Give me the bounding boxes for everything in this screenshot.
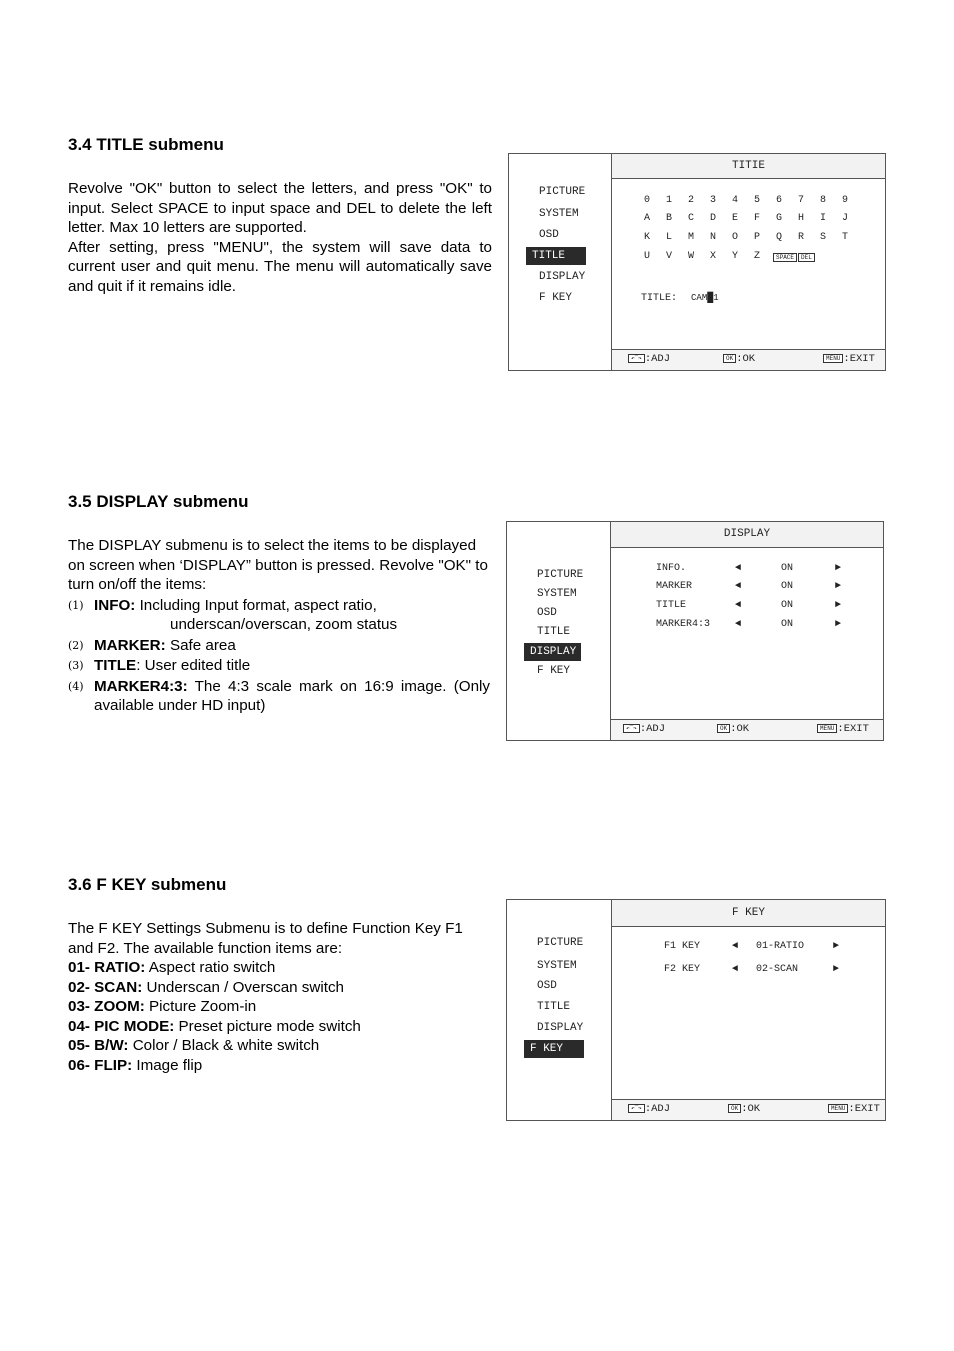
char-key[interactable]: C	[687, 213, 694, 224]
char-key[interactable]: I	[819, 213, 826, 224]
osd-footer	[611, 719, 883, 740]
menu-item-title-selected[interactable]: TITLE	[526, 247, 586, 265]
footer-exit: MENU :EXIT	[828, 1103, 880, 1115]
char-key[interactable]: 4	[731, 195, 738, 206]
char-key[interactable]: M	[687, 232, 694, 243]
menu-item-picture[interactable]: PICTURE	[537, 569, 584, 581]
option-value[interactable]: ON	[781, 581, 794, 592]
arrow-right-icon[interactable]: ►	[835, 600, 842, 611]
char-key[interactable]: 1	[665, 195, 672, 206]
footer-ok: OK :OK	[728, 1103, 760, 1115]
knob-icon: ↶‾↷	[628, 354, 645, 363]
display-submenu-description	[68, 536, 490, 716]
osd-left-menu	[507, 900, 612, 1120]
char-key[interactable]: G	[775, 213, 782, 224]
osd-header: TITIE	[612, 154, 885, 179]
footer-adjust: ↶‾↷ :ADJ	[623, 723, 665, 735]
menu-item-osd[interactable]: OSD	[537, 607, 557, 619]
title-entry-tail: 1	[713, 293, 719, 303]
footer-ok: OK :OK	[717, 723, 749, 735]
menu-item-system[interactable]: SYSTEM	[539, 208, 579, 220]
arrow-right-icon[interactable]: ►	[833, 964, 840, 975]
option-label: F2 KEY	[664, 964, 701, 975]
osd-title-menu	[508, 153, 886, 371]
ok-key-icon: OK	[723, 354, 736, 363]
list-item: 04- PIC MODE: Preset picture mode switch	[68, 1017, 361, 1035]
menu-item-title[interactable]: TITLE	[537, 626, 571, 638]
osd-header: DISPLAY	[611, 522, 883, 548]
char-key[interactable]: 3	[709, 195, 716, 206]
menu-item-picture[interactable]: PICTURE	[537, 937, 584, 949]
menu-item-osd[interactable]: OSD	[537, 980, 557, 992]
menu-item-fkey-selected[interactable]: F KEY	[524, 1040, 584, 1058]
char-key[interactable]: E	[731, 213, 738, 224]
footer-exit: MENU :EXIT	[817, 723, 869, 735]
paragraph: The F KEY Settings Submenu is to define Function Key F1 and F2. The available function items are:	[68, 920, 463, 957]
menu-item-display[interactable]: DISPLAY	[539, 271, 586, 283]
ok-key-icon: OK	[717, 724, 730, 733]
footer-adjust: ↶‾↷ :ADJ	[628, 353, 670, 365]
list-item: 03- ZOOM: Picture Zoom-in	[68, 998, 257, 1015]
char-key[interactable]: D	[709, 213, 716, 224]
knob-icon: ↶‾↷	[623, 724, 640, 733]
char-key[interactable]: V	[665, 251, 672, 262]
title-entry-value[interactable]: CAM	[691, 293, 708, 303]
char-key[interactable]: Y	[731, 251, 738, 262]
arrow-left-icon[interactable]: ◄	[735, 581, 742, 592]
char-key[interactable]: S	[819, 232, 826, 243]
fkey-options	[612, 927, 885, 1099]
option-label: TITLE	[656, 600, 687, 611]
menu-item-display[interactable]: DISPLAY	[537, 1022, 584, 1034]
display-options	[611, 548, 883, 719]
option-label: INFO.	[656, 563, 687, 574]
list-item: 05- B/W: Color / Black & white switch	[68, 1037, 320, 1054]
section-title-fkey-submenu: 3.6 F KEY submenu	[68, 875, 227, 894]
option-value[interactable]: ON	[781, 563, 794, 574]
char-key[interactable]: W	[687, 251, 694, 262]
arrow-right-icon[interactable]: ►	[835, 563, 842, 574]
char-key[interactable]: Q	[775, 232, 782, 243]
option-value[interactable]: 02-SCAN	[756, 964, 799, 975]
option-label: MARKER4:3	[656, 619, 711, 630]
char-key[interactable]: 2	[687, 195, 694, 206]
list-item: 01- RATIO: Aspect ratio switch	[68, 959, 276, 976]
del-key[interactable]: DEL	[798, 253, 815, 262]
menu-item-fkey[interactable]: F KEY	[539, 292, 573, 304]
menu-item-system[interactable]: SYSTEM	[537, 960, 577, 972]
char-key[interactable]: 7	[797, 195, 804, 206]
char-key[interactable]: 6	[775, 195, 782, 206]
menu-item-picture[interactable]: PICTURE	[539, 186, 586, 198]
char-key[interactable]: 5	[753, 195, 760, 206]
option-label: MARKER	[656, 581, 693, 592]
title-entry	[641, 293, 719, 304]
arrow-left-icon[interactable]: ◄	[735, 619, 742, 630]
char-key[interactable]: U	[643, 251, 650, 262]
section-title-display-submenu: 3.5 DISPLAY submenu	[68, 492, 249, 511]
osd-fkey-menu	[506, 899, 886, 1121]
char-key[interactable]: A	[643, 213, 650, 224]
char-key[interactable]: N	[709, 232, 716, 243]
space-key[interactable]: SPACE	[773, 253, 797, 262]
osd-footer	[612, 349, 885, 370]
arrow-left-icon[interactable]: ◄	[732, 941, 739, 952]
list-item: (3) TITLE: User edited title	[68, 657, 251, 674]
arrow-left-icon[interactable]: ◄	[735, 600, 742, 611]
character-grid	[612, 179, 885, 349]
list-item: (4) MARKER4:3: The 4:3 scale mark on 16:9 image. (Only available under HD input)	[68, 677, 490, 714]
char-key[interactable]: 8	[819, 195, 826, 206]
title-entry-label: TITLE:	[641, 293, 678, 304]
menu-item-fkey[interactable]: F KEY	[537, 665, 571, 677]
char-key[interactable]: X	[709, 251, 716, 262]
menu-key-icon: MENU	[817, 724, 837, 733]
char-key[interactable]: B	[665, 213, 672, 224]
footer-exit: MENU :EXIT	[823, 353, 875, 365]
char-key[interactable]: 9	[841, 195, 848, 206]
list-item: (1) INFO: Including Input format, aspect ratio, underscan/overscan, zoom status	[68, 596, 398, 633]
arrow-right-icon[interactable]: ►	[833, 941, 840, 952]
footer-ok: OK :OK	[723, 353, 755, 365]
osd-left-menu	[509, 154, 612, 370]
menu-key-icon: MENU	[828, 1104, 848, 1113]
arrow-right-icon[interactable]: ►	[835, 619, 842, 630]
menu-item-osd[interactable]: OSD	[539, 229, 559, 241]
char-key[interactable]: O	[731, 232, 738, 243]
osd-left-menu	[507, 522, 611, 740]
footer-adjust: ↶‾↷ :ADJ	[628, 1103, 670, 1115]
char-key[interactable]: Z	[753, 251, 760, 262]
char-key[interactable]: P	[753, 232, 760, 243]
option-value[interactable]: ON	[781, 600, 794, 611]
char-key[interactable]: H	[797, 213, 804, 224]
fkey-submenu-description	[68, 919, 488, 1075]
option-value[interactable]: 01-RATIO	[756, 941, 805, 952]
char-key[interactable]: J	[841, 213, 848, 224]
list-item: (2) MARKER: Safe area	[68, 636, 236, 654]
menu-item-display-selected[interactable]: DISPLAY	[524, 643, 581, 661]
paragraph: The DISPLAY submenu is to select the items to be displayed on screen when ‘DISPLAY” button is pressed. Revolve "OK" to turn on/off the items:	[68, 537, 488, 593]
option-label: F1 KEY	[664, 941, 701, 952]
paragraph: After setting, press "MENU", the system will save data to current user and quit menu. The menu will automatically save and quit if it remains idle.	[68, 238, 492, 295]
char-key[interactable]: 0	[643, 195, 650, 206]
char-key[interactable]: R	[797, 232, 804, 243]
char-key[interactable]: F	[753, 213, 760, 224]
menu-key-icon: MENU	[823, 354, 843, 363]
char-key[interactable]: L	[665, 232, 672, 243]
osd-display-menu	[506, 521, 884, 741]
knob-icon: ↶‾↷	[628, 1104, 645, 1113]
char-key[interactable]: T	[841, 232, 848, 243]
osd-header: F KEY	[612, 900, 885, 927]
arrow-left-icon[interactable]: ◄	[735, 563, 742, 574]
list-item: 02- SCAN: Underscan / Overscan switch	[68, 978, 344, 996]
title-submenu-description	[68, 179, 492, 296]
ok-key-icon: OK	[728, 1104, 741, 1113]
char-key[interactable]: K	[643, 232, 650, 243]
paragraph: Revolve "OK" button to select the letters, and press "OK" to input. Select SPACE to input space and DEL to delete the left letter. Max 10 letters are supported.	[68, 180, 492, 236]
list-item: 06- FLIP: Image flip	[68, 1056, 203, 1074]
menu-item-system[interactable]: SYSTEM	[537, 588, 577, 600]
option-value[interactable]: ON	[781, 619, 794, 630]
osd-footer	[612, 1099, 885, 1120]
arrow-right-icon[interactable]: ►	[835, 581, 842, 592]
arrow-left-icon[interactable]: ◄	[732, 964, 739, 975]
text-cursor: █	[707, 293, 714, 304]
section-title-title-submenu: 3.4 TITLE submenu	[68, 135, 224, 154]
menu-item-title[interactable]: TITLE	[537, 1001, 571, 1013]
